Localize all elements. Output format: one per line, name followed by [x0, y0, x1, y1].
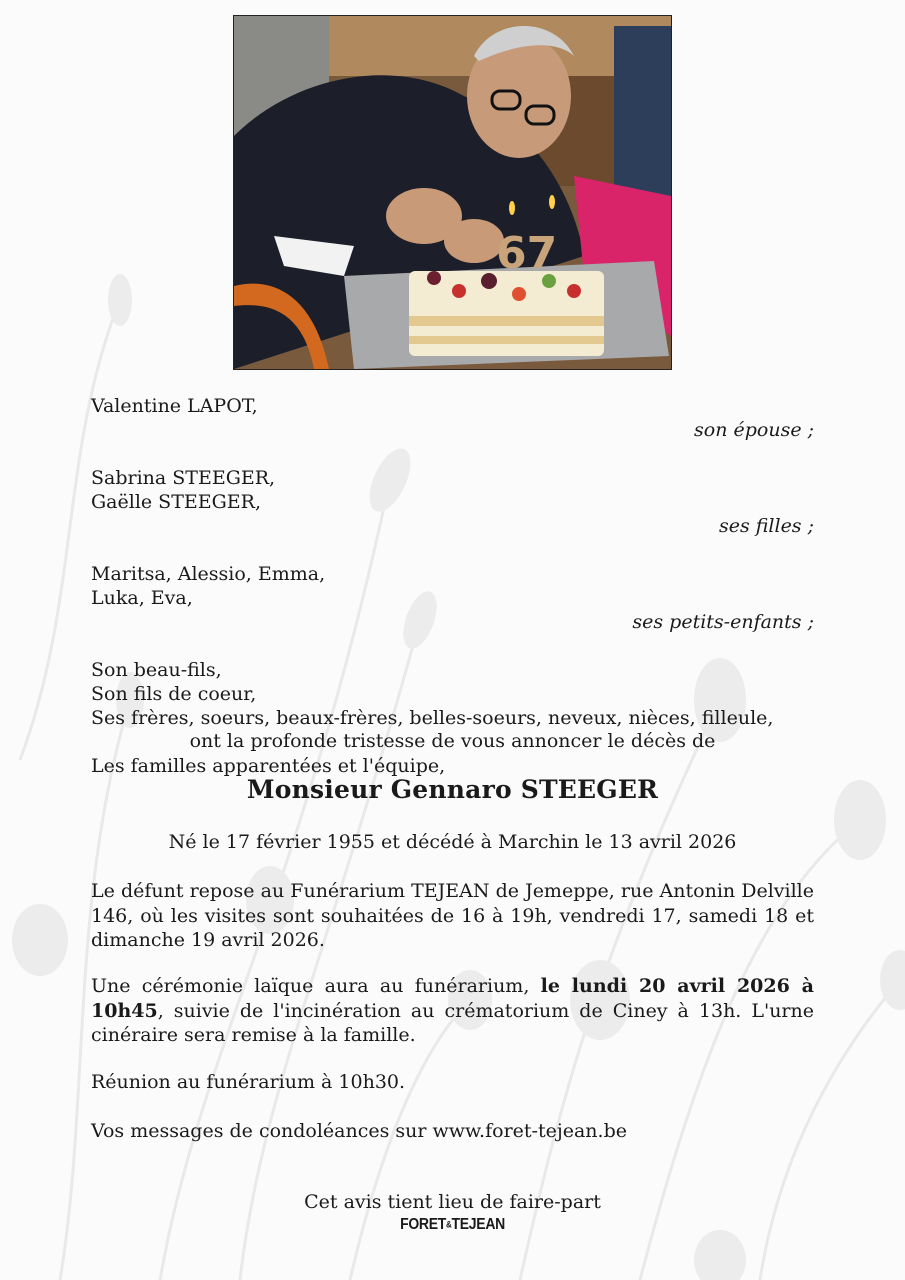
grandchildren-names: Maritsa, Alessio, Emma, [91, 563, 326, 585]
logo-text-left: FORET [400, 1213, 447, 1233]
funeral-home-logo [0, 1214, 905, 1232]
other-relative: Son fils de coeur, [91, 683, 257, 705]
ceremony-paragraph [91, 974, 814, 1048]
family-list [91, 394, 814, 778]
related-families: Les familles apparentées et l'équipe, [91, 755, 446, 777]
other-relative: Son beau-fils, [91, 659, 222, 681]
portrait-photo [233, 15, 672, 370]
visit-paragraph: Le défunt repose au Funérarium TEJEAN de Jemeppe, rue Antonin Delville 146, où les visites sont souhaitées de 16 à 19h, vendredi 17, samedi 18 et dimanche 19 avril 2026. [91, 880, 814, 951]
ceremony-text-after: , suivie de l'incinération au crématorium de Ciney à 13h. L'urne cinéraire sera remise à la famille. [91, 999, 814, 1046]
reunion-text: Réunion au funérarium à 10h30. [91, 1071, 406, 1093]
grandchildren-role: ses petits-enfants ; [632, 611, 814, 633]
logo-text-right: TEJEAN [451, 1213, 505, 1233]
daughters-role: ses filles ; [718, 515, 814, 537]
ceremony-date: le lundi 20 avril 2026 à 10h45 [91, 975, 814, 1022]
ceremony-text: Une cérémonie laïque aura au funérarium, [91, 975, 530, 997]
spouse-role: son épouse ; [694, 419, 814, 441]
birth-death-dates: Né le 17 février 1955 et décédé à Marchin le 13 avril 2026 [168, 831, 737, 853]
daughter-name: Sabrina STEEGER, [91, 467, 276, 489]
logo-ampersand: & [446, 1219, 452, 1230]
cake-candle-text: 67 [496, 228, 558, 279]
condolences-text: Vos messages de condoléances sur www.foret-tejean.be [91, 1120, 627, 1142]
footer-note: Cet avis tient lieu de faire-part [304, 1191, 601, 1213]
announcement: ont la profonde tristesse de vous annoncer le décès de [189, 730, 716, 752]
grandchildren-names: Luka, Eva, [91, 587, 193, 609]
other-relative: Ses frères, soeurs, beaux-frères, belles-soeurs, neveux, nièces, filleule, [91, 707, 774, 729]
spouse-name: Valentine LAPOT, [91, 395, 258, 417]
deceased-name: Monsieur Gennaro STEEGER [246, 775, 659, 804]
daughter-name: Gaëlle STEEGER, [91, 491, 262, 513]
portrait-photo-icon [234, 16, 671, 369]
